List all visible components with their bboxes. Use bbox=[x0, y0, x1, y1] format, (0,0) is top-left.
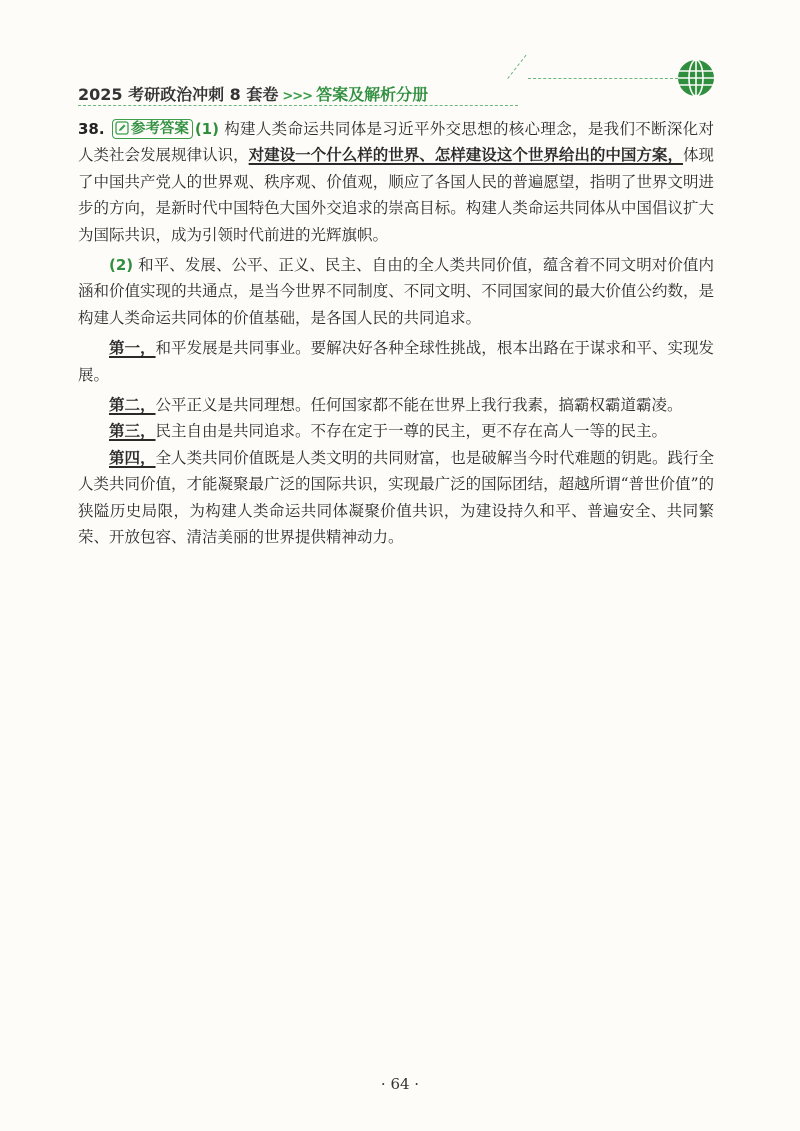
point-1-key: 第一， bbox=[109, 338, 156, 358]
part-1-label: (1) bbox=[194, 120, 219, 138]
header-divider-slant bbox=[507, 55, 526, 79]
point-1-text: 和平发展是共同事业。要解决好各种全球性挑战，根本出路在于谋求和平、实现发展。 bbox=[78, 339, 714, 384]
pencil-icon bbox=[115, 121, 129, 135]
point-3-paragraph bbox=[78, 418, 714, 444]
point-1-paragraph bbox=[78, 335, 714, 388]
reference-answer-badge bbox=[112, 119, 193, 139]
point-4-key: 第四， bbox=[109, 447, 156, 467]
part-1-paragraph bbox=[78, 116, 714, 248]
answer-content bbox=[78, 116, 714, 551]
point-2-paragraph bbox=[78, 392, 714, 418]
point-2-key: 第二， bbox=[109, 395, 156, 415]
badge-label: 参考答案 bbox=[130, 121, 189, 137]
arrows-icon: >>> bbox=[282, 89, 313, 104]
part-1-text-a: 构建人类命运共同体是习近平外交思想的核心理念，是我们不断深化对人类社会发展规律认识， bbox=[78, 120, 714, 165]
part-2-text: 和平、发展、公平、正义、民主、自由的全人类共同价值，蕴含着不同文明对价值内涵和价值实现的共通点，是当今世界不同制度、不同文明、不同国家间的最大价值公约数，是构建人类命运共同体的价值基础，是各国人民的共同追求。 bbox=[78, 256, 714, 327]
section-subtitle: 答案及解析分册 bbox=[316, 85, 429, 104]
part-1-emphasis: 对建设一个什么样的世界、怎样建设这个世界给出的中国方案， bbox=[248, 145, 683, 165]
question-number: 38. bbox=[78, 120, 105, 138]
book-title: 2025 考研政治冲刺 8 套卷 bbox=[78, 85, 279, 104]
part-2-paragraph bbox=[78, 252, 714, 331]
page-number: · 64 · bbox=[380, 1075, 420, 1093]
point-3-text: 民主自由是共同追求。不存在定于一尊的民主，更不存在高人一等的民主。 bbox=[155, 422, 668, 441]
point-4-paragraph bbox=[78, 445, 714, 551]
part-2-label: (2) bbox=[109, 256, 134, 275]
globe-icon bbox=[676, 58, 716, 98]
header-divider-upper bbox=[528, 78, 678, 79]
part-1-text-b: 体现了中国共产党人的世界观、秩序观、价值观，顺应了各国人民的普遍愿望，指明了世界文明进步的方向，是新时代中国特色大国外交追求的崇高目标。构建人类命运共同体从中国倡议扩大为国际共识，成为引领时代前进的光辉旗帜。 bbox=[78, 146, 714, 244]
header-title bbox=[78, 82, 428, 105]
point-3-key: 第三， bbox=[109, 421, 156, 441]
point-2-text: 公平正义是共同理想。任何国家都不能在世界上我行我素，搞霸权霸道霸凌。 bbox=[155, 396, 683, 415]
header-divider bbox=[78, 105, 518, 106]
page-header bbox=[78, 74, 718, 110]
point-4-text: 全人类共同价值既是人类文明的共同财富，也是破解当今时代难题的钥匙。践行全人类共同价值，才能凝聚最广泛的国际共识，实现最广泛的国际团结，超越所谓“普世价值”的狭隘历史局限，为构建人类命运共同体凝聚价值共识，为建设持久和平、普遍安全、共同繁荣、开放包容、清洁美丽的世界提供精神动力。 bbox=[78, 448, 714, 547]
